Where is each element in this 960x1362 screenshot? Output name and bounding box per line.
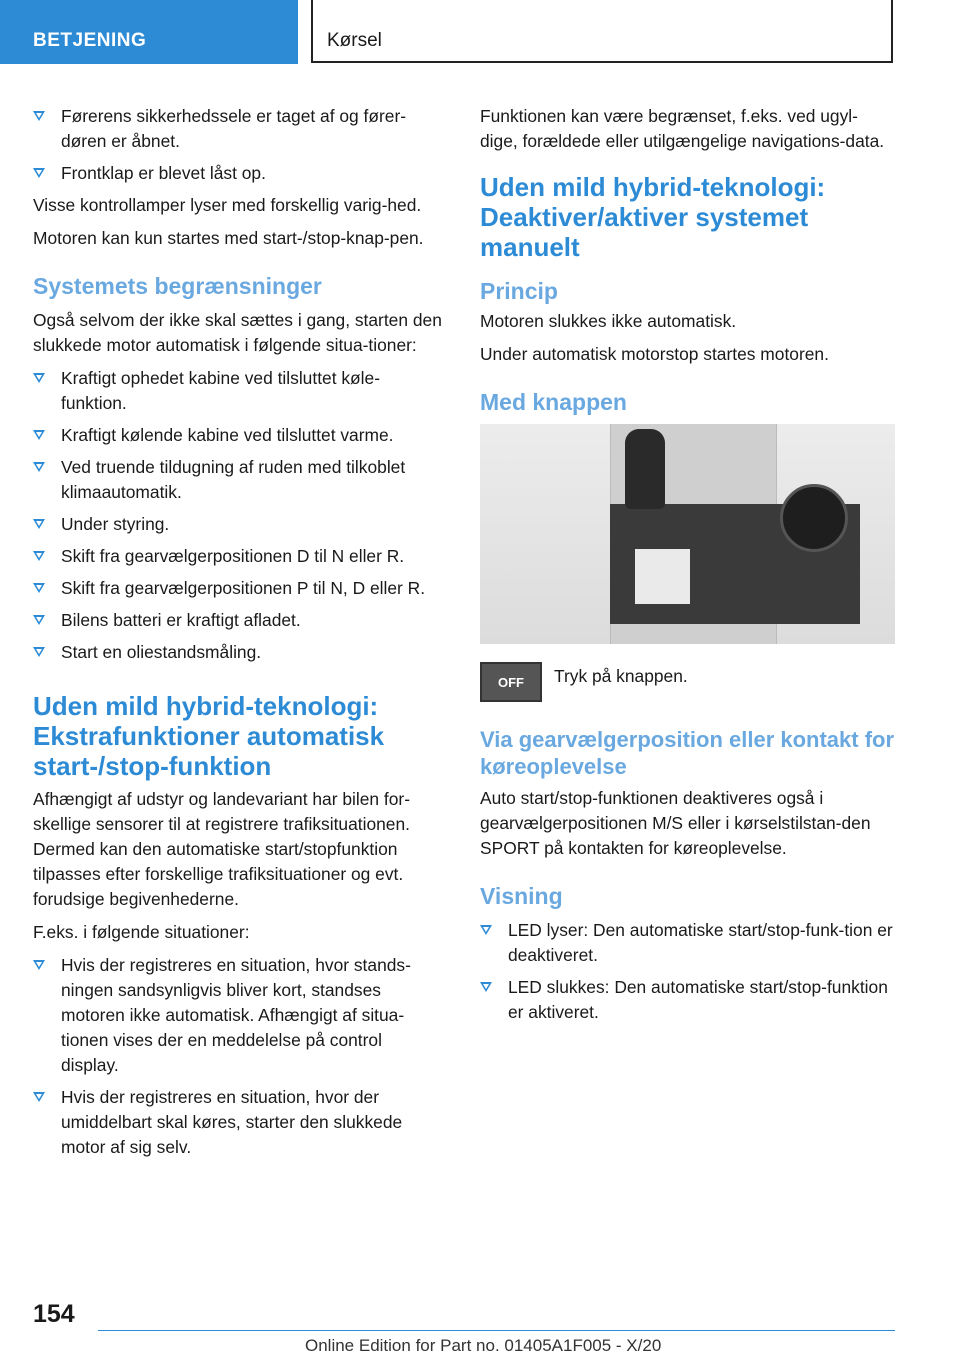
triangle-bullet-icon — [33, 1092, 45, 1102]
heading-display: Visning — [480, 883, 563, 909]
section-title: BETJENING — [33, 30, 147, 51]
bullet-list-top — [33, 104, 443, 186]
chapter-title: Kørsel — [327, 30, 382, 51]
list-item: Frontklap er blevet låst op. — [33, 161, 443, 186]
gear-selector-shape — [625, 429, 665, 509]
list-item: Hvis der registreres en situation, hvor stands-ningen sandsynligvis bliver kort, standses motoren ikke automatisk. Afhængigt af situa-tionen vises der en meddelelse på control display. — [33, 953, 443, 1078]
heading-manual: Uden mild hybrid-teknologi: Deaktiver/aktiver systemet manuelt — [480, 172, 826, 262]
list-item: Start en oliestandsmåling. — [33, 640, 443, 665]
triangle-bullet-icon — [33, 551, 45, 561]
left-column — [33, 104, 443, 1167]
press-instruction: Tryk på knappen. — [554, 666, 688, 686]
center-console-photo — [480, 424, 895, 644]
section-tab — [0, 0, 298, 64]
paragraph: Visse kontrollamper lyser med forskellig varig-hed. — [33, 195, 422, 215]
paragraph: F.eks. i følgende situationer: — [33, 922, 250, 942]
bullet-list-limits — [33, 366, 443, 665]
list-item: Førerens sikkerhedssele er taget af og fører-døren er åbnet. — [33, 104, 443, 154]
chapter-tab — [311, 0, 893, 63]
paragraph: Motoren kan kun startes med start-/stop-knap-pen. — [33, 228, 424, 248]
paragraph: Også selvom der ikke skal sættes i gang, starten den slukkede motor automatisk i følgende situa-tioner: — [33, 310, 442, 355]
triangle-bullet-icon — [33, 960, 45, 970]
triangle-bullet-icon — [480, 982, 492, 992]
footer-edition: Online Edition for Part no. 01405A1F005 - X/20 — [305, 1336, 662, 1355]
paragraph: Motoren slukkes ikke automatisk. — [480, 311, 737, 331]
paragraph: Afhængigt af udstyr og landevariant har bilen for-skellige sensorer til at registrere trafiksituationen. Dermed kan den automatiske start/stopfunktion tilpasses efter forskellige trafiksituationer og evt. forudsige begivenhederne. — [33, 789, 411, 909]
list-item: Hvis der registreres en situation, hvor der umiddelbart skal køres, starter den slukkede motor af sig selv. — [33, 1085, 443, 1160]
list-item: LED slukkes: Den automatiske start/stop-funktion er aktiveret. — [480, 975, 895, 1025]
footer-divider — [98, 1330, 895, 1331]
paragraph: Auto start/stop-funktionen deaktiveres også i gearvælgerpositionen M/S eller i kørselstilstan-den SPORT på kontakten for køreoplevelse. — [480, 788, 871, 858]
paragraph: Funktionen kan være begrænset, f.eks. ved ugyl-dige, forældede eller utilgængelige navigations-data. — [480, 106, 885, 151]
triangle-bullet-icon — [33, 430, 45, 440]
bullet-list-example — [33, 953, 443, 1160]
list-item: Skift fra gearvælgerpositionen D til N eller R. — [33, 544, 443, 569]
triangle-bullet-icon — [480, 925, 492, 935]
page-number: 154 — [33, 1300, 75, 1328]
triangle-bullet-icon — [33, 373, 45, 383]
triangle-bullet-icon — [33, 462, 45, 472]
list-item: Ved truende tildugning af ruden med tilkoblet klimaautomatik. — [33, 455, 443, 505]
triangle-bullet-icon — [33, 111, 45, 121]
right-column — [480, 104, 895, 1032]
triangle-bullet-icon — [33, 583, 45, 593]
controller-dial-shape — [780, 484, 848, 552]
button-instruction — [480, 662, 895, 706]
heading-gear-position: Via gearvælgerposition eller kontakt for køreoplevelse — [480, 727, 895, 779]
auto-start-stop-off-icon: OFF — [480, 662, 542, 702]
list-item: Bilens batteri er kraftigt afladet. — [33, 608, 443, 633]
heading-principle: Princip — [480, 278, 558, 304]
list-item: Kraftigt kølende kabine ved tilsluttet varme. — [33, 423, 443, 448]
triangle-bullet-icon — [33, 647, 45, 657]
list-item: Under styring. — [33, 512, 443, 537]
heading-with-button: Med knappen — [480, 389, 627, 415]
triangle-bullet-icon — [33, 519, 45, 529]
paragraph: Under automatisk motorstop startes motoren. — [480, 344, 829, 364]
list-item: Kraftigt ophedet kabine ved tilsluttet køle-funktion. — [33, 366, 443, 416]
triangle-bullet-icon — [33, 168, 45, 178]
bullet-list-display — [480, 918, 895, 1025]
heading-limits: Systemets begrænsninger — [33, 273, 322, 299]
tray-shape — [635, 549, 690, 604]
list-item: LED lyser: Den automatiske start/stop-funk-tion er deaktiveret. — [480, 918, 895, 968]
triangle-bullet-icon — [33, 615, 45, 625]
heading-extra-functions: Uden mild hybrid-teknologi: Ekstrafunktioner automatisk start-/stop-funktion — [33, 691, 385, 781]
list-item: Skift fra gearvælgerpositionen P til N, D eller R. — [33, 576, 443, 601]
